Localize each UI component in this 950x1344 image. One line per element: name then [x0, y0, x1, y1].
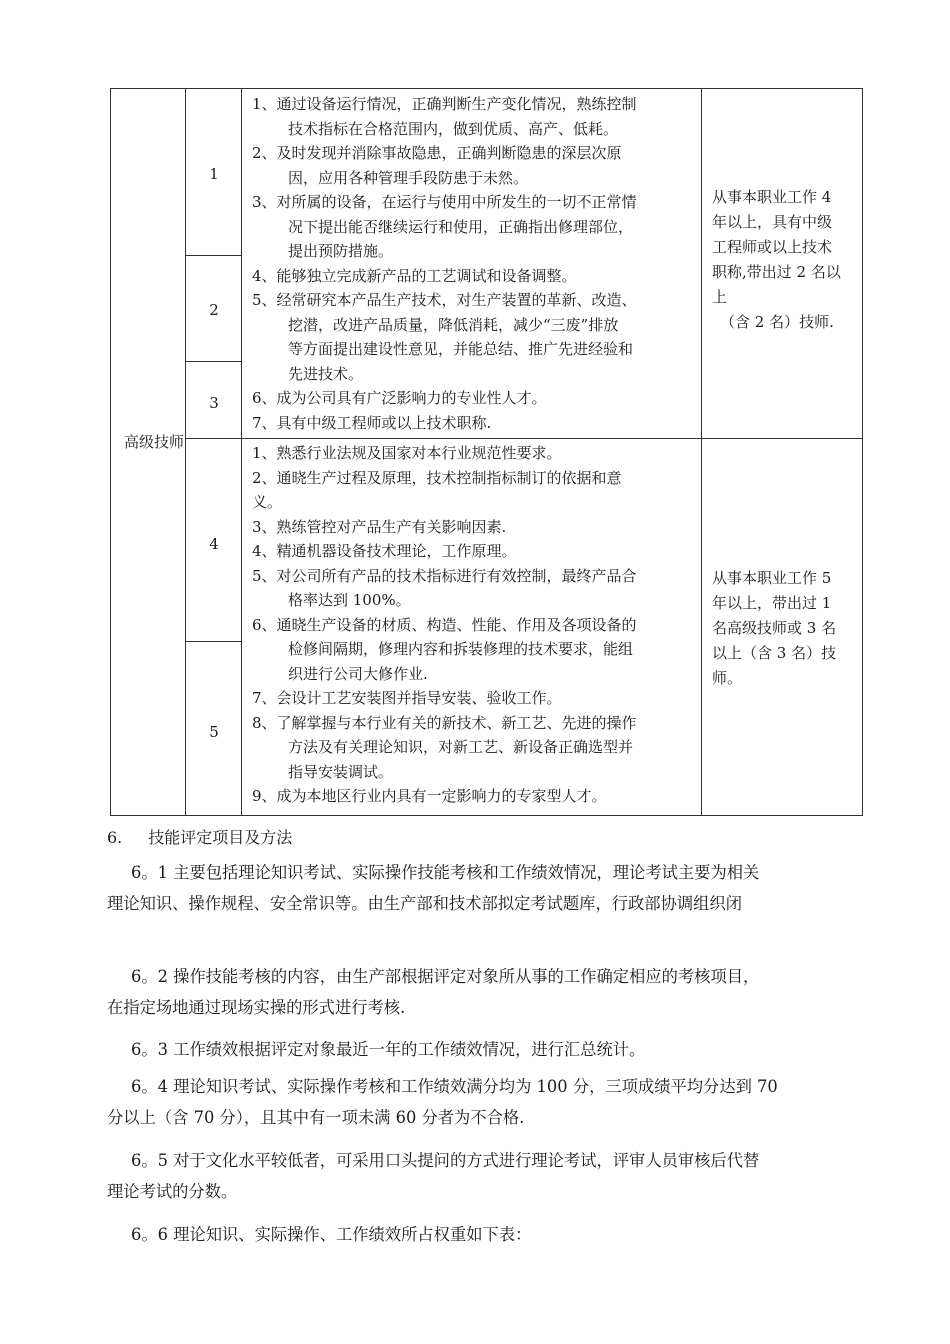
req-item: 5、经常研究本产品生产技术，对生产装置的革新、改造、 [252, 291, 637, 309]
req-item: 6、通晓生产设备的材质、构造、性能、作用及各项设备的 [252, 615, 637, 634]
req-item: 2、通晓生产过程及原理，技术控制指标制订的依据和意 [252, 468, 622, 487]
req-item-cont: 等方面提出建设性意见，并能总结、推广先进经验和 [288, 340, 634, 358]
group1-requirements [252, 92, 697, 438]
req-item-cont: 义。 [252, 493, 283, 511]
req-item: 3、对所属的设备，在运行与使用中所发生的一切不正常情 [252, 193, 637, 211]
req-item-cont: 指导安装调试。 [288, 762, 394, 781]
condition-line: 工程师或以上技术 [712, 238, 833, 256]
req-item-cont: 方法及有关理论知识，对新工艺、新设备正确选型并 [288, 738, 634, 756]
condition-line: 名高级技师或 3 名 [712, 619, 837, 637]
section-number: 6. [107, 828, 123, 847]
condition-line: 职称,带出过 2 名以 [712, 263, 841, 281]
paragraph-6-3: 6。3 工作绩效根据评定对象最近一年的工作绩效情况，进行汇总统计。 [131, 1040, 646, 1059]
req-item-cont: 检修间隔期，修理内容和拆装修理的技术要求，能组 [288, 640, 634, 658]
condition-line: （含 2 名）技师. [720, 313, 834, 331]
req-item-cont: 先进技术。 [288, 364, 364, 383]
condition-line: 以上（含 3 名）技 [712, 644, 837, 662]
paragraph-6-6: 6。6 理论知识、实际操作、工作绩效所占权重如下表： [131, 1225, 532, 1244]
condition-line: 从事本职业工作 4 [712, 188, 832, 206]
req-item: 7、具有中级工程师或以上技术职称. [252, 413, 492, 432]
section-heading [107, 825, 292, 851]
req-item: 3、熟练管控对产品生产有关影响因素. [252, 517, 507, 536]
req-item-cont: 织进行公司大修作业. [288, 664, 428, 683]
req-item-cont: 提出预防措施。 [288, 242, 394, 260]
section-title: 技能评定项目及方法 [148, 828, 293, 847]
grade-5: 5 [209, 723, 219, 741]
condition-line: 年以上，具有中级 [712, 213, 833, 231]
paragraph-6-5: 6。5 对于文化水平较低者，可采用口头提问的方式进行理论考试，评审人员审核后代替 理论考试的分数。 [107, 1151, 760, 1201]
req-item: 4、能够独立完成新产品的工艺调试和设备调整。 [252, 266, 577, 285]
condition-line: 从事本职业工作 5 [712, 569, 832, 587]
req-item: 4、精通机器设备技术理论，工作原理。 [252, 542, 517, 560]
group1-condition [712, 185, 862, 335]
group2-condition [712, 566, 862, 691]
req-item: 1、通过设备运行情况，正确判断生产变化情况，熟练控制 [252, 95, 637, 113]
req-item: 9、成为本地区行业内具有一定影响力的专家型人才。 [252, 787, 607, 805]
req-item-cont: 技术指标在合格范围内，做到优质、高产、低耗。 [288, 119, 619, 138]
condition-line: 上 [712, 288, 728, 306]
req-item-cont: 格率达到 100%。 [288, 591, 411, 609]
req-item: 1、熟悉行业法规及国家对本行业规范性要求。 [252, 444, 562, 462]
grade-3: 3 [209, 394, 219, 412]
level-label-text: 高级技师 [124, 433, 185, 451]
grade-4: 4 [209, 535, 219, 553]
req-item: 5、对公司所有产品的技术指标进行有效控制，最终产品合 [252, 566, 637, 585]
paragraph-6-4: 6。4 理论知识考试、实际操作考核和工作绩效满分均为 100 分，三项成绩平均分达到 70 分以上（含 70 分），且其中有一项未满 60 分者为不合格. [107, 1077, 778, 1127]
paragraph-6-2: 6。2 操作技能考核的内容，由生产部根据评定对象所从事的工作确定相应的考核项目， 在指定场地通过现场实操的形式进行考核. [107, 967, 760, 1017]
req-item-cont: 挖潜，改进产品质量，降低消耗，减少“三废”排放 [288, 315, 619, 334]
level-label [124, 430, 184, 455]
req-item: 8、了解掌握与本行业有关的新技术、新工艺、先进的操作 [252, 713, 637, 732]
req-item: 2、及时发现并消除事故隐患，正确判断隐患的深层次原 [252, 144, 622, 162]
grade-1: 1 [209, 165, 219, 183]
grade-2: 2 [209, 301, 219, 319]
req-item: 7、会设计工艺安装图并指导安装、验收工作。 [252, 689, 562, 707]
paragraph-6-1: 6。1 主要包括理论知识考试、实际操作技能考核和工作绩效情况，理论考试主要为相关 理论知识、操作规程、安全常识等。由生产部和技术部拟定考试题库，行政部协调组织闭 [107, 863, 760, 913]
condition-line: 年以上，带出过 1 [712, 594, 832, 612]
req-item-cont: 因，应用各种管理手段防患于未然。 [288, 168, 529, 187]
req-item-cont: 况下提出能否继续运行和使用，正确指出修理部位， [288, 217, 634, 236]
condition-line: 师。 [712, 669, 743, 687]
group2-requirements [252, 441, 697, 809]
req-item: 6、成为公司具有广泛影响力的专业性人才。 [252, 389, 547, 407]
